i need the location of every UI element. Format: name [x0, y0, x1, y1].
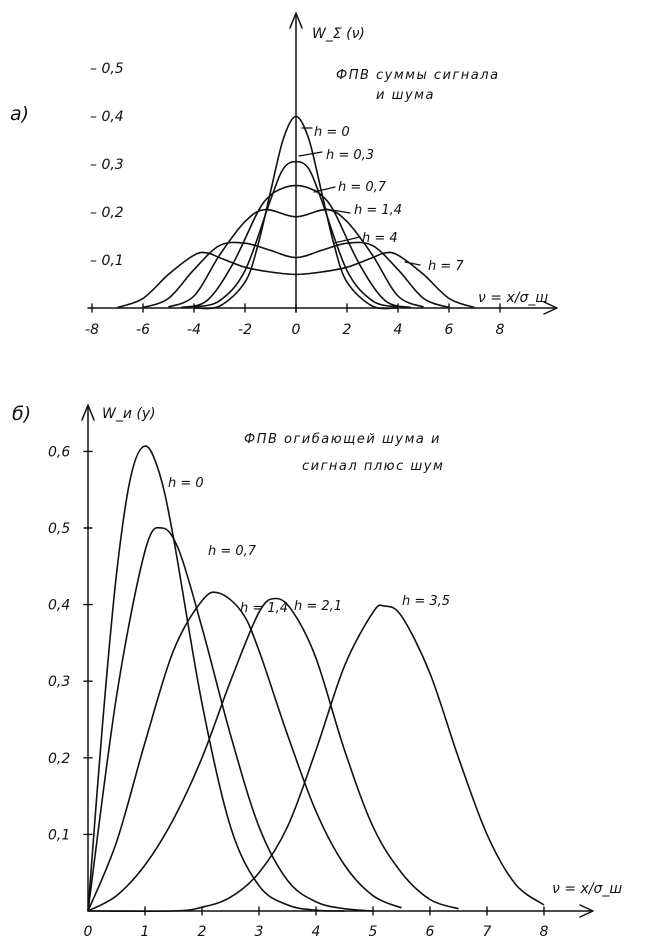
panel-b-curve-h-3-5 [88, 605, 544, 911]
panel-b-curve-labels [168, 476, 450, 616]
panel-b-curve-label-h-0-7: h = 0,7 [208, 544, 257, 559]
panel-a-y-label: W_Σ (ν) [312, 26, 365, 42]
panel-b-curve-label-h-1-4: h = 1,4 [240, 601, 289, 616]
panel-b-y-tick-label: 0,4 [48, 597, 71, 614]
panel-b-annotation-2: сигнал плюс шум [302, 459, 445, 474]
panel-a-annotation-1: ФПВ суммы сигнала [336, 68, 500, 83]
panel-a-x-tick-label: 4 [393, 322, 403, 338]
panel-a-annotation-2: и шума [376, 88, 435, 103]
panel-a-curve-label-h-7: h = 7 [428, 259, 464, 274]
panel-b-curve-h-2-1 [88, 599, 459, 912]
panel-b-x-tick-label: 2 [197, 924, 207, 940]
panel-b-x-tick-label: 7 [482, 924, 492, 940]
panel-a-y-ticks [90, 61, 124, 269]
panel-a-x-tick-label: 0 [291, 322, 301, 338]
panel-b-x-label: ν = x/σ_ш [552, 881, 623, 897]
panel-a [10, 13, 557, 338]
panel-a-y-tick-label: – 0,3 [90, 157, 124, 173]
panel-a-label: а) [10, 103, 30, 125]
panel-b-y-tick-label: 0,3 [48, 674, 71, 691]
panel-b-curve-label-h-0: h = 0 [168, 476, 204, 491]
panel-a-y-tick-label: – 0,1 [90, 253, 124, 269]
panel-a-y-tick-label: – 0,4 [90, 109, 124, 125]
panel-a-x-tick-label: -8 [85, 322, 99, 338]
panel-b-x-tick-label: 4 [311, 924, 321, 940]
panel-a-x-tick-label: -4 [187, 322, 201, 338]
panel-b [12, 403, 622, 940]
panel-a-x-tick-label: 6 [444, 322, 454, 338]
panel-b-label: б) [12, 403, 32, 425]
panel-a-curve-label-h-1-4: h = 1,4 [354, 203, 403, 218]
panel-a-x-tick-label: 2 [342, 322, 352, 338]
panel-b-y-tick-label: 0,5 [48, 521, 71, 537]
panel-b-x-tick-label: 6 [425, 924, 435, 940]
panel-b-y-tick-label: 0,2 [48, 750, 71, 767]
panel-b-curve-h-0-7 [88, 528, 373, 911]
panel-b-curve-label-h-2-1: h = 2,1 [294, 599, 343, 614]
panel-b-y-tick-label: 0,1 [48, 827, 71, 844]
panel-a-curve-label-h-0-3: h = 0,3 [326, 148, 375, 163]
panel-a-y-tick-label: – 0,5 [90, 61, 124, 77]
panel-b-y-tick-label: 0,6 [48, 444, 71, 461]
panel-a-x-label: ν = x/σ_ш [478, 290, 549, 306]
panel-b-x-tick-label: 3 [254, 924, 264, 940]
panel-a-x-tick-label: -6 [136, 322, 150, 338]
panel-b-x-tick-label: 0 [83, 924, 93, 940]
panel-a-x-ticks [85, 304, 505, 338]
panel-a-leader [299, 152, 322, 156]
panel-a-leader [326, 209, 350, 213]
panel-b-annotation-1: ФПВ огибающей шума и [244, 432, 441, 447]
panel-b-y-ticks [48, 444, 92, 843]
panel-b-curves [88, 446, 544, 911]
panel-b-x-tick-label: 1 [140, 924, 150, 940]
panel-a-x-tick-label: -2 [238, 322, 252, 338]
panel-a-curve-label-h-4: h = 4 [362, 231, 398, 246]
panel-a-curve-label-h-0-7: h = 0,7 [338, 180, 387, 195]
panel-b-x-tick-label: 5 [368, 924, 378, 940]
panel-a-y-tick-label: – 0,2 [90, 205, 124, 221]
panel-a-curve-label-h-0: h = 0 [314, 125, 350, 140]
panel-b-x-tick-label: 8 [539, 924, 549, 940]
panel-b-curve-label-h-3-5: h = 3,5 [402, 594, 451, 609]
panel-a-x-tick-label: 8 [495, 322, 505, 338]
panel-b-y-label: W_и (y) [102, 406, 156, 422]
